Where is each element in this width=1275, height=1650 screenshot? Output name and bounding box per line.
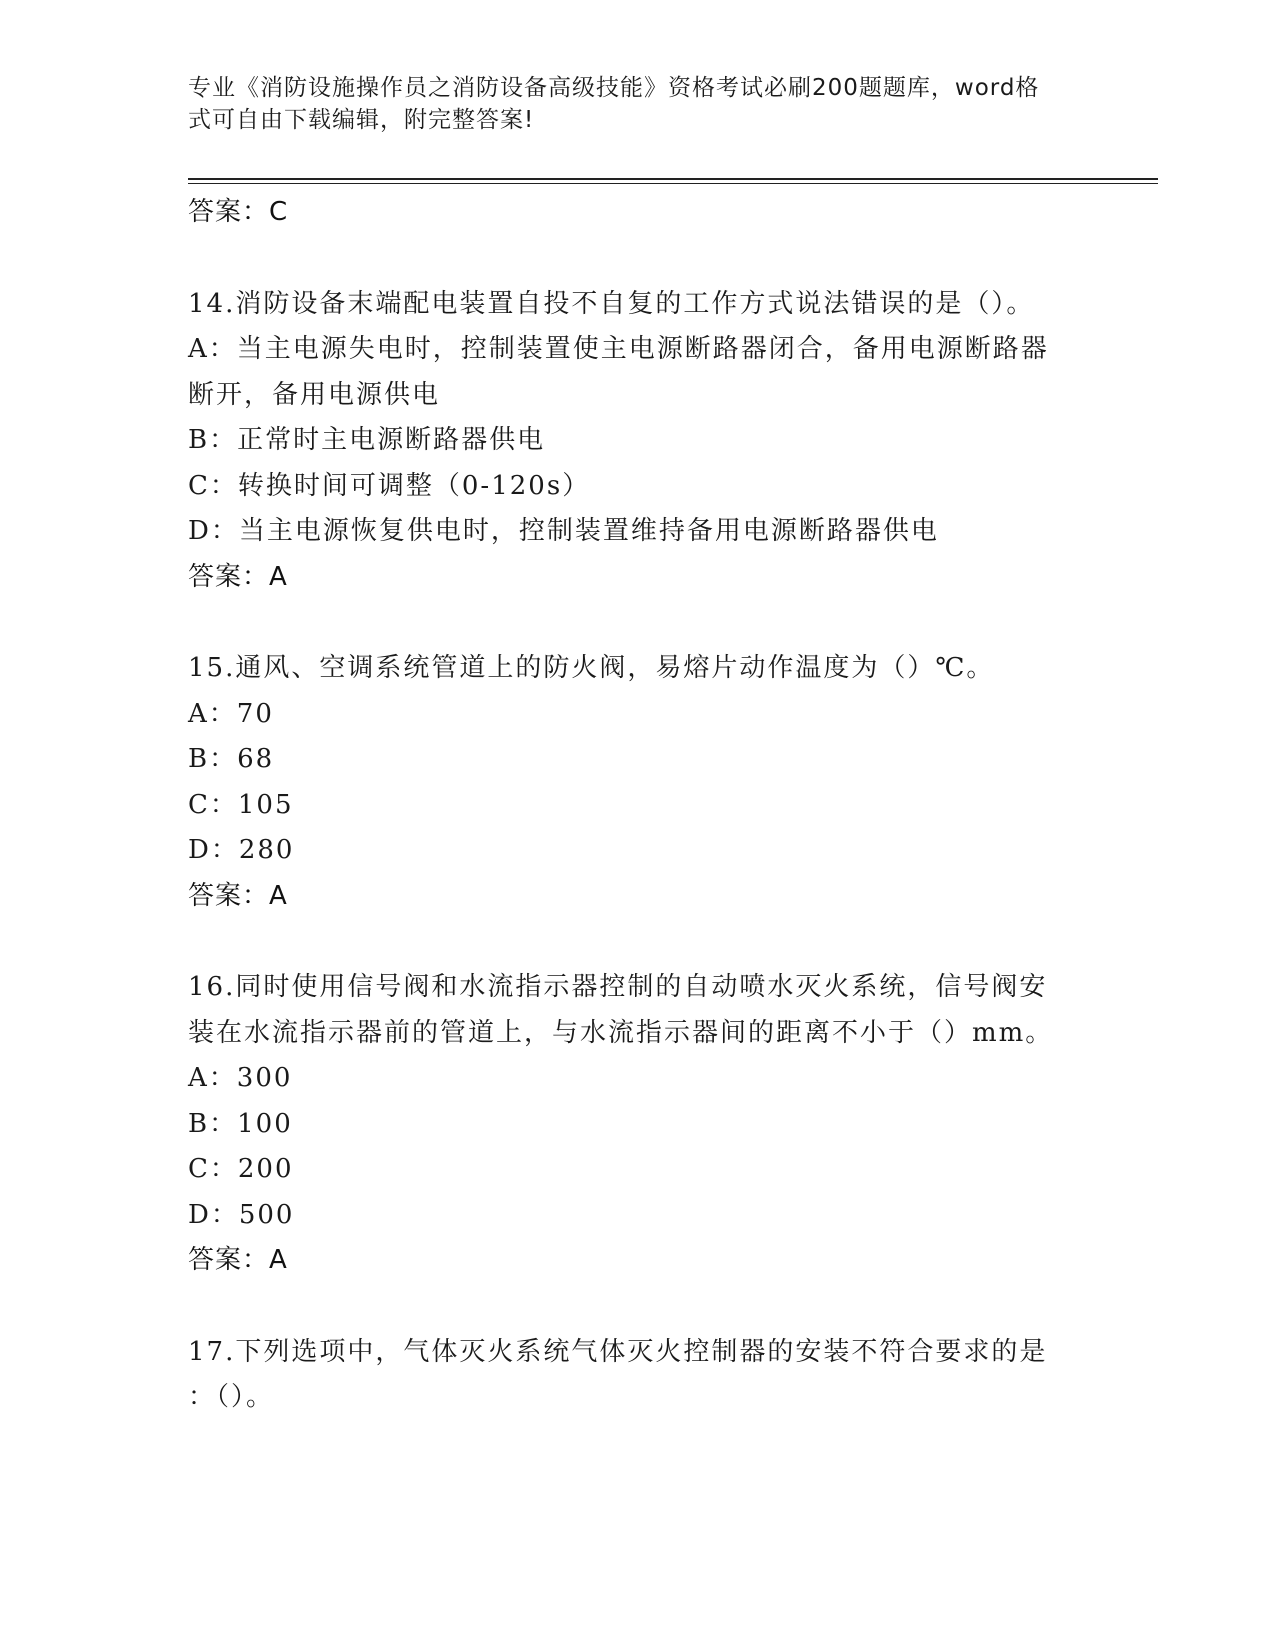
header-divider-thin [188,183,1158,184]
answer-line: 答案：A [188,1245,288,1275]
question-text-line: 装在水流指示器前的管道上，与水流指示器间的距离不小于（）mm。 [188,1017,1054,1048]
block-spacer [188,1284,1088,1330]
question-text-line: B：正常时主电源断路器供电 [188,425,546,455]
question-text-line: D：280 [188,835,295,865]
document-header [188,72,1068,136]
header-line-2: 式可自由下载编辑，附完整答案! [188,107,535,133]
block-spacer [188,919,1088,965]
question-text-line: A：300 [188,1063,293,1093]
answer-line: 答案：C [188,197,289,227]
header-divider-thick [188,178,1158,180]
question-text-line: ：（）。 [188,1382,275,1412]
question-text-line: 17.下列选项中，气体灭火系统气体灭火控制器的安装不符合要求的是 [188,1336,1048,1367]
question-text-line: C：转换时间可调整（0-120s） [188,470,591,501]
block-spacer [188,236,1088,282]
question-text-line: 15.通风、空调系统管道上的防火阀，易熔片动作温度为（）℃。 [188,653,995,683]
answer-line: 答案：A [188,880,288,911]
answer-line: 答案：A [188,561,288,592]
question-text-line: 断开，备用电源供电 [188,379,441,410]
question-text-line: A：70 [188,698,274,729]
question-text-line: B：68 [188,744,275,774]
question-text-line: D：500 [188,1199,295,1230]
header-line-1: 专业《消防设施操作员之消防设备高级技能》资格考试必刷200题题库，word格 [188,75,1040,101]
question-text-line: B：100 [188,1108,293,1139]
question-list [188,190,1088,1421]
question-text-line: D：当主电源恢复供电时，控制装置维持备用电源断路器供电 [188,516,939,546]
question-text-line: C：105 [188,789,294,820]
question-text-line: 16.同时使用信号阀和水流指示器控制的自动喷水灭火系统，信号阀安 [188,972,1048,1002]
question-text-line: A：当主电源失电时，控制装置使主电源断路器闭合，备用电源断路器 [188,334,1049,364]
question-text-line: C：200 [188,1154,294,1184]
block-spacer [188,600,1088,646]
question-text-line: 14.消防设备末端配电装置自投不自复的工作方式说法错误的是（）。 [188,288,1035,319]
